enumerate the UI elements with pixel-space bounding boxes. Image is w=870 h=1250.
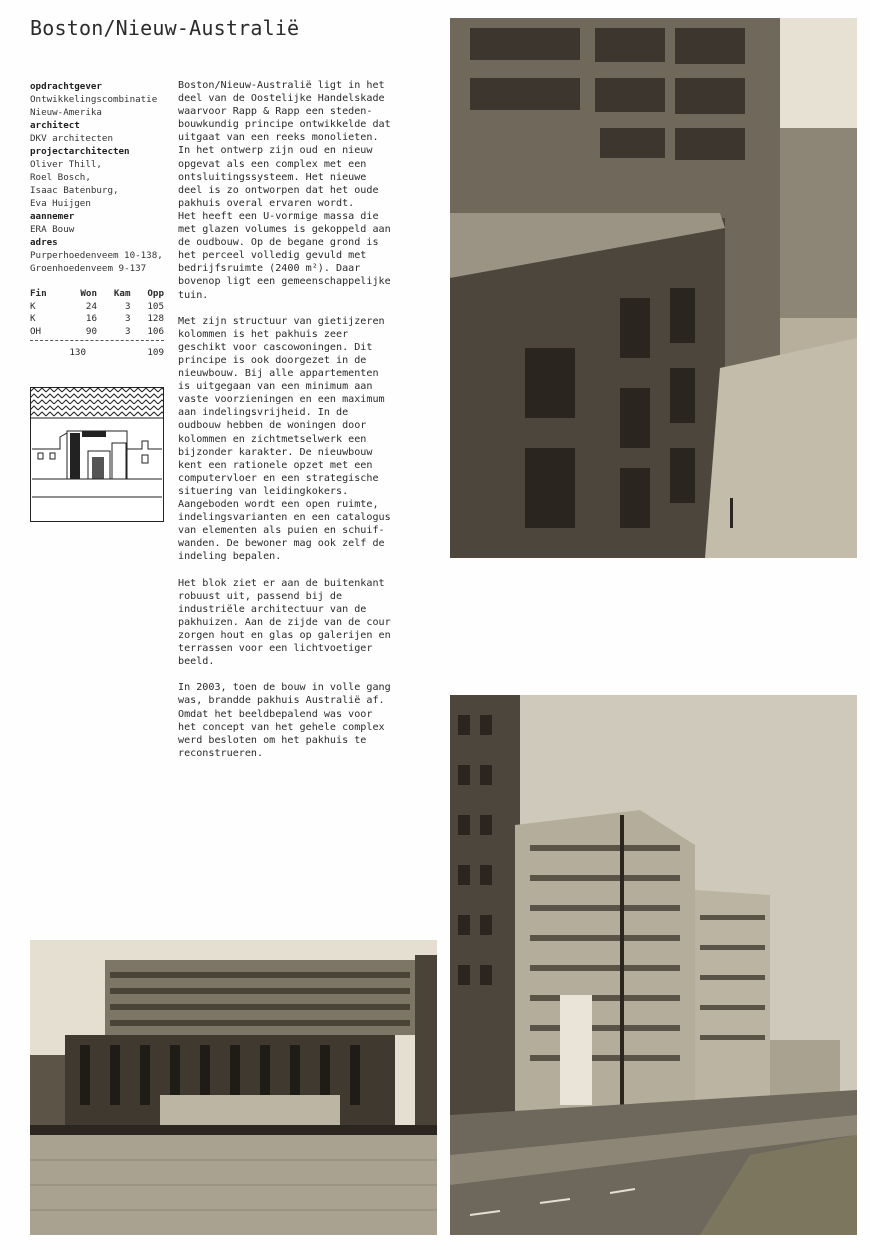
table-row — [30, 326, 164, 339]
credit-item — [30, 119, 165, 145]
table-row — [30, 313, 164, 326]
credit-label: architect — [30, 120, 80, 131]
column-header: Kam — [113, 288, 131, 299]
table-header-row — [30, 288, 164, 301]
table-cell: 105 — [147, 300, 164, 312]
table-cell: 128 — [147, 313, 164, 324]
column-header: Fin — [30, 288, 47, 299]
article-text — [178, 79, 418, 773]
credit-value: ERA Bouw — [30, 224, 75, 235]
credit-item — [30, 210, 165, 236]
table-cell: 24 — [85, 300, 97, 312]
table-cell: 3 — [124, 300, 131, 312]
credit-value: DKV architecten — [30, 133, 113, 144]
paragraph: In 2003, toen de bouw in volle gang was, brandde pakhuis Australië af. Omdat het beeldbepalend was voor het concept van het gehele complex werd besloten om het pakhuis te reconstrueren. — [178, 682, 391, 759]
table-cell: 3 — [124, 313, 131, 324]
photo-courtyard-building — [450, 18, 857, 558]
table-cell: OH — [30, 325, 42, 337]
total-opp: 109 — [147, 347, 164, 358]
table-cell: K — [30, 313, 36, 324]
table-totals-row — [30, 347, 164, 360]
table-cell: 16 — [85, 313, 97, 324]
table-divider — [30, 340, 164, 347]
photo-street-perspective — [450, 695, 857, 1235]
table-cell: K — [30, 300, 36, 312]
table-cell: 106 — [147, 325, 164, 337]
credit-item — [30, 80, 165, 119]
paragraph: Met zijn structuur van gietijzeren kolommen is het pakhuis zeer geschikt voor cascowoningen. Dit principe is ook doorgezet in de nieuwbouw. Bij alle appartementen is uitgegaan van een minimum aan vaste voorzieningen en een maximum aan indelingsvrijheid. In de oudbouw hebben de woningen door kolommen en zichtmetselwerk een bijzonder karakter. De nieuwbouw kent een rationele opzet met een computervloer en een strategische situering van leidingkokers. Aangeboden wordt een open ruimte, indelingsvarianten en een catalogus van elementen als puien en schuif- wanden. De bewoner mag ook zelf de indeling bepalen. — [178, 315, 391, 563]
credit-label: projectarchitecten — [30, 146, 130, 157]
page-title: Boston/Nieuw-Australië — [30, 16, 300, 40]
credit-value: Purperhoedenveem 10-138, Groenhoedenveem 9-137 — [30, 250, 163, 274]
section-diagram — [30, 387, 164, 522]
credits-block — [30, 80, 165, 275]
column-header: Won — [80, 288, 97, 299]
credit-item — [30, 145, 165, 210]
credit-label: adres — [30, 237, 58, 248]
photo-waterfront-warehouse — [30, 940, 437, 1235]
units-table — [30, 288, 164, 360]
credit-label: opdrachtgever — [30, 81, 102, 92]
table-row — [30, 301, 164, 314]
credit-value: Ontwikkelingscombinatie Nieuw-Amerika — [30, 94, 158, 118]
credit-label: aannemer — [30, 211, 75, 222]
paragraph: Het blok ziet er aan de buitenkant robuust uit, passend bij de industriële architectuur van de pakhuizen. Aan de zijde van de cour zorgen hout en glas op galerijen en terrassen voor een lichtvoetiger beeld. — [178, 577, 391, 668]
table-cell: 90 — [85, 325, 97, 337]
table-cell: 3 — [124, 325, 131, 337]
paragraph: Boston/Nieuw-Australië ligt in het deel van de Oostelijke Handelskade waarvoor Rapp & Rapp een steden- bouwkundig principe ontwikkelde dat uitgaat van een reeks monolieten. In het ontwerp zijn oud en nieuw opgevat als een complex met een ontsluitingssysteem. Het nieuwe deel is zo ontworpen dat het oude pakhuis overal ervaren wordt. Het heeft een U-vormige massa die met glazen volumes is gekoppeld aan de oudbouw. Op de begane grond is het perceel volledig gevuld met bedrijfsruimte (2400 m²). Daar bovenop ligt een gemeenschappelijke tuin. — [178, 80, 391, 301]
total-won: 130 — [69, 347, 86, 358]
credit-item — [30, 236, 165, 275]
credit-value: Oliver Thill, Roel Bosch, Isaac Batenburg, Eva Huijgen — [30, 159, 119, 209]
column-header: Opp — [147, 288, 164, 299]
